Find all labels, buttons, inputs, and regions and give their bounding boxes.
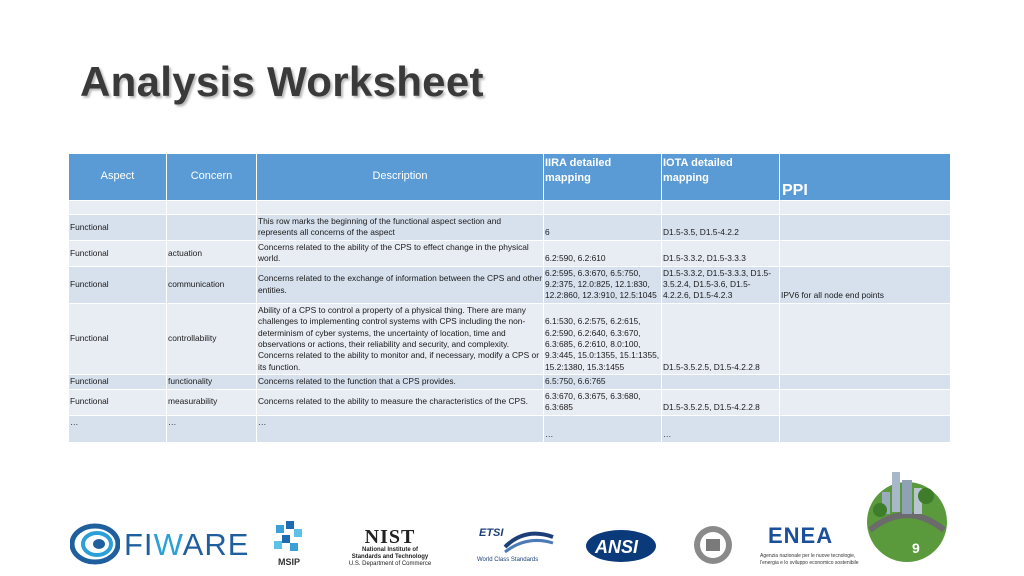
cell-ppi: [780, 215, 951, 241]
cell-description: Ability of a CPS to control a property of a physical thing. There are many challenges to implementing control systems with CPS including the non-determinism of cyber systems, the uncertainty of location, time and observations or actions, their reliability and security, and complexity. Concerns related to the ability to monitor and, if necessary, modify a CPS or its function.: [257, 303, 544, 374]
fiware-logo: [70, 523, 248, 565]
cell-concern: measurability: [167, 389, 257, 415]
usgbc-seal-logo: [693, 525, 733, 565]
globe-icon: [862, 460, 952, 570]
enea-line1: Agenzia nazionale per le nuove tecnologie,: [760, 553, 856, 559]
cell-description: Concerns related to the function that a CPS provides.: [257, 375, 544, 389]
table-row: [69, 215, 951, 241]
cell-description: Concerns related to the ability to measure the characteristics of the CPS.: [257, 389, 544, 415]
table-header-row: [69, 154, 951, 201]
fiware-text-a: FI: [124, 527, 154, 562]
cell-ppi: [780, 303, 951, 374]
fiware-wordmark: [124, 527, 249, 563]
cell-ppi: [780, 415, 951, 442]
spacer-cell: [780, 201, 951, 215]
header-description: Description: [257, 154, 544, 201]
msip-logo: [270, 519, 308, 571]
cell-aspect: Functional: [69, 266, 167, 303]
cell-description: Concerns related to the ability of the CPS to effect change in the physical world.: [257, 240, 544, 266]
table-row: [69, 240, 951, 266]
nist-logo: [340, 527, 440, 567]
header-iota: IOTA detailed mapping: [662, 154, 780, 201]
table-row: [69, 415, 951, 442]
cell-iota: D1.5-3.3.2, D1.5-3.3.3, D1.5-3.5.2.4, D1.5-3.6, D1.5-4.2.2.6, D1.5-4.2.3: [662, 266, 780, 303]
etsi-logo: [475, 525, 555, 569]
etsi-tagline: World Class Standards: [477, 557, 539, 563]
cell-aspect: Functional: [69, 375, 167, 389]
cell-ppi: [780, 389, 951, 415]
cell-concern: functionality: [167, 375, 257, 389]
enea-line2: l'energia e lo sviluppo economico sostenibile: [760, 560, 859, 566]
table-row: [69, 303, 951, 374]
cell-concern: controllability: [167, 303, 257, 374]
cell-iota: D1.5-3.5.2.5, D1.5-4.2.2.8: [662, 389, 780, 415]
cell-iira: 6.3:670, 6.3:675, 6.3:680, 6.3:685: [544, 389, 662, 415]
ansi-logo: [585, 529, 657, 563]
nist-wordmark: NIST: [364, 526, 416, 548]
ansi-wordmark: ANSI: [595, 537, 639, 557]
cell-iira: 6.2:590, 6.2:610: [544, 240, 662, 266]
cell-ppi: IPV6 for all node end points: [780, 266, 951, 303]
fiware-text-b: ARE: [182, 527, 250, 562]
spacer-cell: [257, 201, 544, 215]
analysis-worksheet-table: [68, 153, 951, 443]
cell-description: This row marks the beginning of the functional aspect section and represents all concerns of the aspect: [257, 215, 544, 241]
nist-line1: National Institute of: [362, 547, 418, 553]
cell-ppi: [780, 240, 951, 266]
header-aspect: Aspect: [69, 154, 167, 201]
cell-iira: 6.1:530, 6.2:575, 6.2:615, 6.2:590, 6.2:640, 6.3:670, 6.3:685, 6.2:610, 8.0:100, 9.3:445, 15.0:1355, 15.1:1355, 15.2:1380, 15.3:1455: [544, 303, 662, 374]
cell-iota: D1.5-3.3.2, D1.5-3.3.3: [662, 240, 780, 266]
spacer-cell: [662, 201, 780, 215]
cell-iota: …: [662, 415, 780, 442]
cell-iota: D1.5-3.5.2.5, D1.5-4.2.2.8: [662, 303, 780, 374]
table-row: [69, 389, 951, 415]
cell-iira: 6: [544, 215, 662, 241]
cell-concern: communication: [167, 266, 257, 303]
cell-aspect: Functional: [69, 303, 167, 374]
nist-line2: Standards and Technology: [351, 554, 429, 560]
cell-aspect: Functional: [69, 215, 167, 241]
enea-logo: [760, 523, 870, 571]
cell-concern: [167, 215, 257, 241]
fiware-swirl-icon: [70, 523, 120, 565]
msip-text: MSIP: [277, 557, 300, 567]
page-title: Analysis Worksheet: [80, 58, 484, 105]
cell-iota: D1.5-3.5, D1.5-4.2.2: [662, 215, 780, 241]
cell-description: …: [257, 415, 544, 442]
usgbc-seal-icon: [693, 525, 733, 565]
table-spacer-row: [69, 201, 951, 215]
header-concern: Concern: [167, 154, 257, 201]
cell-iota: [662, 375, 780, 389]
fiware-text-w: W: [153, 527, 183, 562]
cell-concern: actuation: [167, 240, 257, 266]
enea-wordmark: ENEA: [768, 523, 834, 548]
city-globe-image: [862, 460, 952, 570]
spacer-cell: [544, 201, 662, 215]
msip-emblem-icon: [270, 519, 308, 557]
header-ppi: PPI: [780, 154, 951, 201]
cell-aspect: …: [69, 415, 167, 442]
cell-iira: 6.5:750, 6.6:765: [544, 375, 662, 389]
page-number: 9: [912, 540, 920, 556]
cell-concern: …: [167, 415, 257, 442]
spacer-cell: [69, 201, 167, 215]
cell-description: Concerns related to the exchange of information between the CPS and other entities.: [257, 266, 544, 303]
cell-iira: …: [544, 415, 662, 442]
enea-subtitle: [760, 553, 870, 567]
table-row: [69, 375, 951, 389]
etsi-wordmark: ETSI: [479, 527, 504, 539]
table-row: [69, 266, 951, 303]
cell-iira: 6.2:595, 6.3:670, 6.5:750, 9.2:375, 12.0:825, 12.1:830, 12.2:860, 12.3:910, 12.5:1045: [544, 266, 662, 303]
header-iira: IIRA detailed mapping: [544, 154, 662, 201]
cell-ppi: [780, 375, 951, 389]
cell-aspect: Functional: [69, 389, 167, 415]
cell-aspect: Functional: [69, 240, 167, 266]
nist-line3: U.S. Department of Commerce: [348, 561, 432, 567]
spacer-cell: [167, 201, 257, 215]
